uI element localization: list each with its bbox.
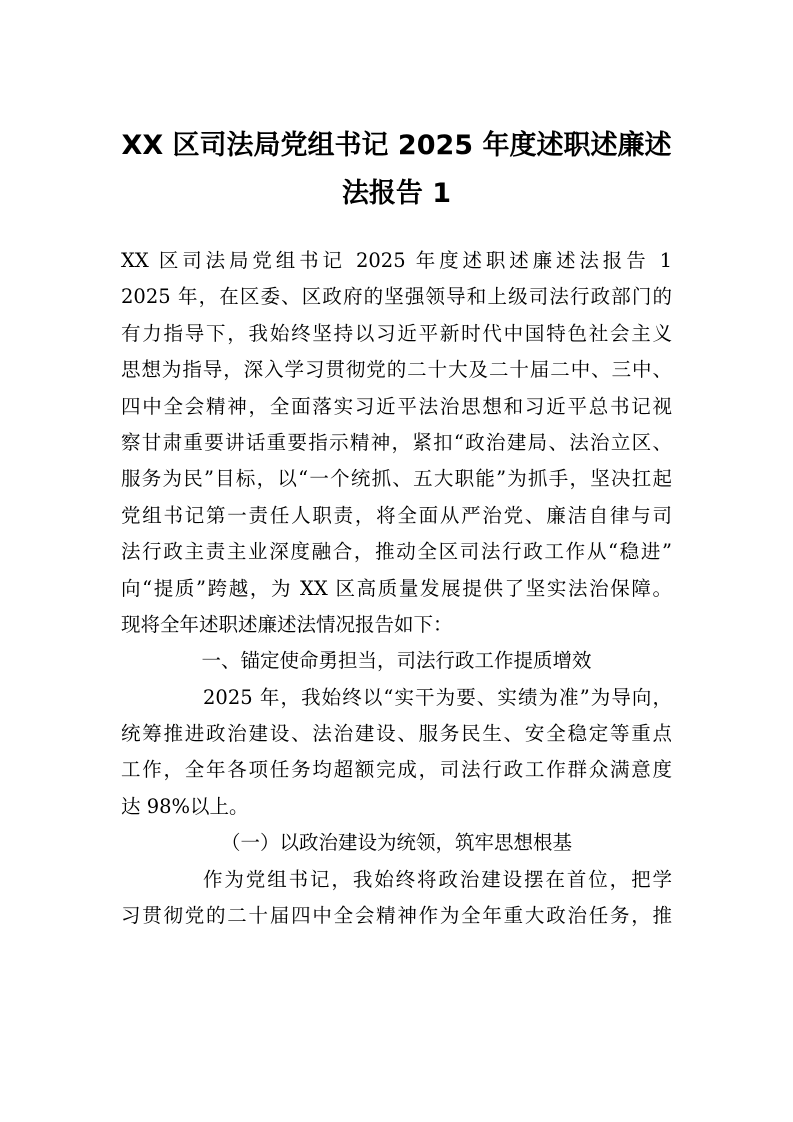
body-line: 有力指导下，我始终坚持以习近平新时代中国特色社会主义 [121,321,672,345]
document-body [121,243,672,934]
body-line: 统筹推进政治建设、法治建设、服务民生、安全稳定等重点 [121,722,672,746]
body-line: 习贯彻党的二十届四中全会精神作为全年重大政治任务，推 [121,904,672,928]
body-line: 2025 年，在区委、区政府的坚强领导和上级司法行政部门的 [121,285,672,309]
body-line: 四中全会精神，全面落实习近平法治思想和习近平总书记视 [121,394,672,418]
body-line: 思想为指导，深入学习贯彻党的二十大及二十届二中、三中、 [121,358,672,382]
body-line: 工作，全年各项任务均超额完成，司法行政工作群众满意度 [121,758,672,782]
body-line: 向“提质”跨越，为 XX 区高质量发展提供了坚实法治保障。 [121,576,672,600]
document-title-line-2: 法报告 1 [341,178,452,209]
document-title-line-1: XX 区司法局党组书记 2025 年度述职述廉述 [121,130,672,161]
body-line: 服务为民”目标，以“一个统抓、五大职能”为抓手，坚决扛起 [121,467,672,491]
body-line: 现将全年述职述廉述法情况报告如下： [121,612,453,636]
body-line: 2025 年，我始终以“实干为要、实绩为准”为导向， [203,685,672,709]
body-line-subtitle: XX 区司法局党组书记 2025 年度述职述廉述法报告 1 [121,249,672,272]
subsection-heading-1: （一）以政治建设为统领，筑牢思想根基 [220,831,572,855]
body-line: 法行政主责主业深度融合，推动全区司法行政工作从“稳进” [121,540,672,564]
body-line: 作为党组书记，我始终将政治建设摆在首位，把学 [203,867,672,891]
section-heading-1: 一、锚定使命勇担当，司法行政工作提质增效 [201,649,592,673]
body-line: 党组书记第一责任人职责，将全面从严治党、廉洁自律与司 [121,503,672,527]
body-line: 达 98%以上。 [121,794,249,818]
body-line: 察甘肃重要讲话重要指示精神，紧扣“政治建局、法治立区、 [121,430,672,454]
